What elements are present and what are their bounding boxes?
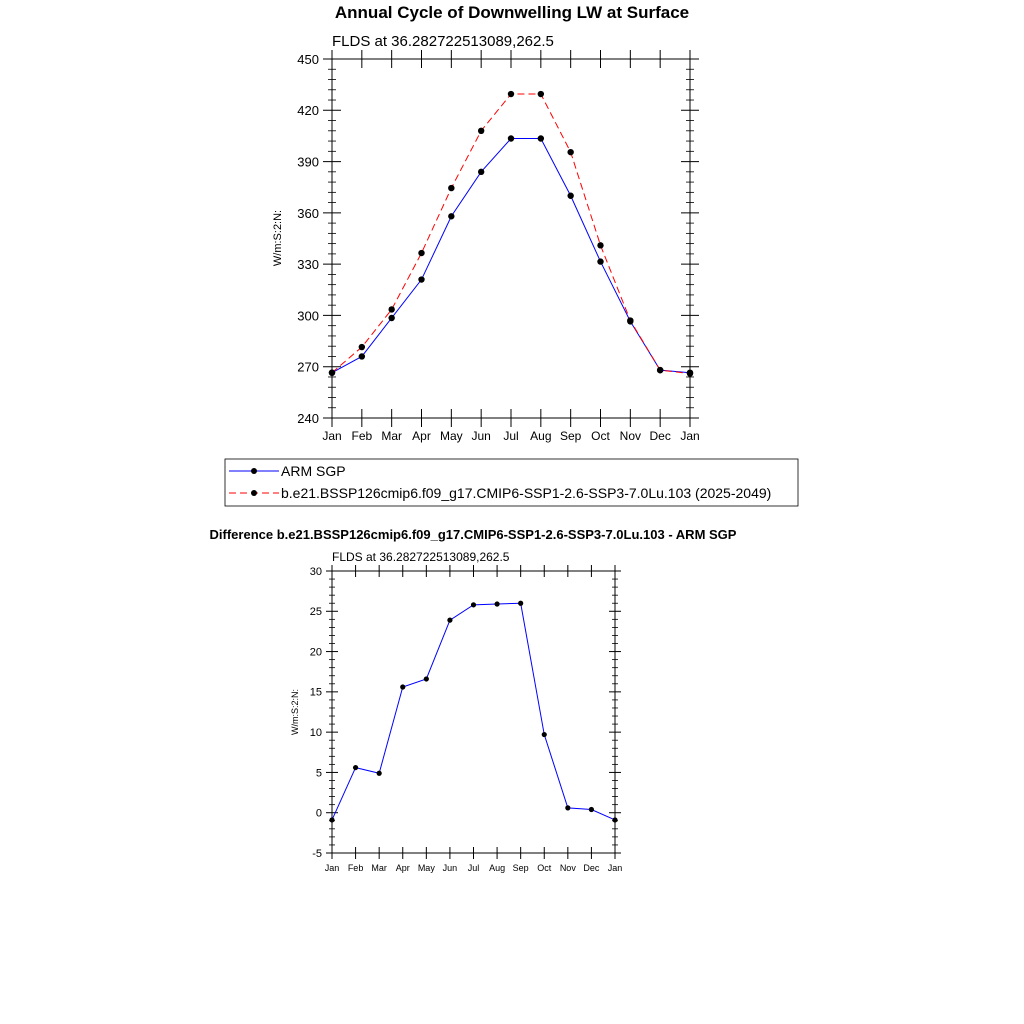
series-2-point (657, 367, 663, 373)
x-tick-label: Mar (381, 429, 403, 443)
y-tick-label: 420 (297, 103, 319, 119)
series-1-point (518, 601, 523, 606)
x-tick-label: Jan (680, 429, 700, 443)
x-tick-label: Sep (559, 429, 582, 443)
x-tick-label: Jun (471, 429, 491, 443)
legend-marker-series-2 (251, 490, 257, 496)
series-2-point (538, 91, 544, 97)
legend-label-series-1: ARM SGP (281, 463, 346, 479)
series-1-point (538, 135, 544, 141)
series-2-point (478, 128, 484, 134)
series-1-point (567, 193, 573, 199)
chart2-ticks (326, 565, 621, 859)
x-tick-label: Aug (489, 863, 506, 873)
series-2-point (508, 91, 514, 97)
x-tick-label: Nov (559, 863, 576, 873)
y-tick-label: 330 (297, 257, 319, 273)
series-1-point (377, 771, 382, 776)
series-2-point (627, 317, 633, 323)
x-tick-label: Sep (512, 863, 529, 873)
series-2-point (448, 185, 454, 191)
series-1-point (508, 135, 514, 141)
series-1-point (329, 817, 334, 822)
y-tick-label: 10 (309, 726, 322, 739)
chart1-legend (225, 459, 798, 506)
chart2-x-tick-labels (325, 863, 623, 873)
chart1-x-tick-labels (322, 429, 699, 443)
y-tick-label: 390 (297, 154, 319, 170)
chart2-subtitle: FLDS at 36.282722513089,262.5 (332, 550, 510, 564)
y-tick-label: 360 (297, 205, 319, 221)
legend-marker-series-1 (251, 468, 257, 474)
y-tick-label: 20 (309, 646, 322, 659)
series-1-point (478, 169, 484, 175)
series-2-point (388, 306, 394, 312)
x-tick-label: Jul (467, 863, 480, 873)
series-1-point (359, 353, 365, 359)
y-tick-label: 450 (297, 51, 319, 67)
series-1-point (589, 807, 594, 812)
series-1-point (542, 732, 547, 737)
series-1-line (332, 603, 615, 820)
x-tick-label: Oct (537, 863, 552, 873)
x-tick-label: Apr (395, 863, 410, 873)
series-1-point (400, 684, 405, 689)
chart1-series (329, 91, 693, 377)
series-1-point (597, 258, 603, 264)
y-tick-label: 30 (309, 565, 322, 578)
y-tick-label: 240 (297, 410, 319, 426)
series-2-point (597, 242, 603, 248)
series-1-point (494, 601, 499, 606)
x-tick-label: Dec (583, 863, 600, 873)
y-tick-label: 25 (309, 606, 322, 619)
chart2-plot-frame (332, 571, 615, 853)
y-tick-label: 300 (297, 308, 319, 324)
series-1-point (471, 602, 476, 607)
chart1-ticks (323, 50, 699, 427)
x-tick-label: Jan (324, 863, 340, 873)
series-1-point (353, 765, 358, 770)
chart1-plot-frame (332, 59, 690, 418)
chart1-title: Annual Cycle of Downwelling LW at Surface (334, 3, 690, 22)
series-1-point (388, 315, 394, 321)
y-tick-label: -5 (312, 847, 322, 860)
series-2-point (687, 370, 693, 376)
chart1-subtitle: FLDS at 36.282722513089,262.5 (332, 33, 554, 50)
x-tick-label: Jan (322, 429, 342, 443)
x-tick-label: Oct (591, 429, 610, 443)
y-tick-label: 0 (315, 807, 322, 820)
x-tick-label: Apr (412, 429, 431, 443)
x-tick-label: May (439, 429, 463, 443)
x-tick-label: Jun (442, 863, 458, 873)
y-tick-label: 15 (309, 686, 322, 699)
series-2-point (567, 149, 573, 155)
series-2-point (418, 250, 424, 256)
series-1-point (447, 618, 452, 623)
series-2-point (359, 344, 365, 350)
x-tick-label: Feb (351, 429, 373, 443)
legend-label-series-2: b.e21.BSSP126cmip6.f09_g17.CMIP6-SSP1-2.6-SSP3-7.0Lu.103 (2025-2049) (281, 485, 772, 501)
chart1-ylabel: W/m:S:2:N: (272, 209, 284, 267)
chart2-y-tick-labels (310, 566, 322, 860)
series-1-point (418, 276, 424, 282)
series-1-point (424, 676, 429, 681)
series-2-point (329, 369, 335, 375)
chart2-ylabel: W/m:S:2:N: (290, 688, 300, 736)
chart2-series (329, 601, 617, 823)
y-tick-label: 270 (297, 359, 319, 375)
series-1-point (448, 213, 454, 219)
x-tick-label: Nov (619, 429, 642, 443)
x-tick-label: Jan (607, 863, 623, 873)
x-tick-label: Mar (371, 863, 387, 873)
series-1-point (612, 817, 617, 822)
x-tick-label: Aug (530, 429, 552, 443)
x-tick-label: Dec (649, 429, 671, 443)
y-tick-label: 5 (315, 767, 322, 780)
series-1-line (332, 138, 690, 372)
x-tick-label: Feb (347, 863, 364, 873)
chart1-y-tick-labels (297, 52, 319, 426)
chart2-title: Difference b.e21.BSSP126cmip6.f09_g17.CMIP6-SSP1-2.6-SSP3-7.0Lu.103 - ARM SGP (209, 527, 737, 542)
x-tick-label: May (417, 863, 435, 873)
x-tick-label: Jul (503, 429, 519, 443)
series-1-point (565, 805, 570, 810)
